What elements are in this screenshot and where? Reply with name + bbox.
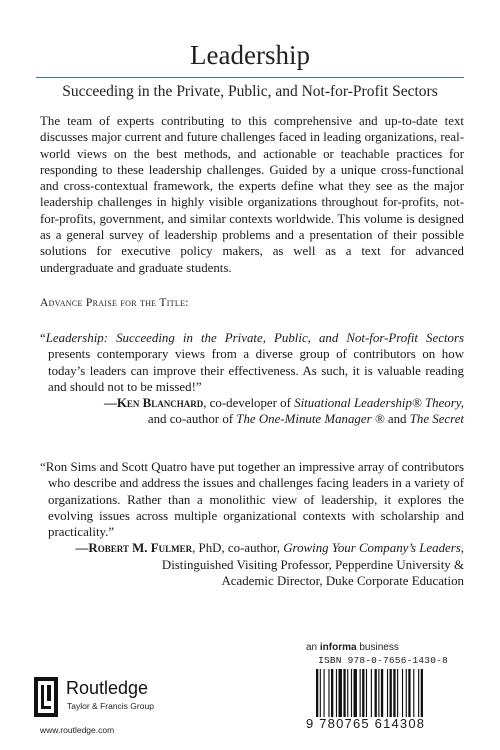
quote-1-attribution-line-2: and co-author of The One-Minute Manager ® and The Secret [147, 412, 464, 427]
book-title: Leadership [190, 40, 310, 70]
quote-2-author: —Robert M. Fulmer [75, 541, 193, 556]
praise-quote-2 [40, 459, 464, 589]
quote-1-book-title: Leadership: Succeeding in the Private, Public, and Not-for-Profit Sectors [45, 331, 464, 345]
barcode-number: 9 780765 614308 [306, 716, 426, 731]
description-text: The team of experts contributing to this comprehensive and up-to-date text discusses major current and future challenges faced in leading organizations, real-world views on the best methods, and actionable or teachable practices for responding to these leadership challenges. Guided by a unique cross-functional and cross-contextual framework, the experts define what they see as the major leadership challenges in highly visible organizations throughout for-profits, not-for-profits, government, and similar contexts worldwide. This volume is designed as a general survey of leadership problems and a presentation of their possible solutions for executive policy makers, as well as a text for advanced undergraduate and graduate students. [40, 114, 464, 275]
publisher-name: Routledge [66, 678, 149, 698]
informa-business-mark: an informa business [306, 642, 399, 653]
book-description [40, 113, 464, 276]
praise-quote-1 [40, 330, 464, 428]
quote-1-attribution: —Ken Blanchard, co-developer of Situational Leadership® Theory, [103, 396, 464, 411]
routledge-mark-icon [34, 677, 58, 717]
title-divider [36, 77, 464, 78]
book-subtitle: Succeeding in the Private, Public, and Not-for-Profit Sectors [62, 83, 438, 100]
quote-2-attribution: —Robert M. Fulmer, PhD, co-author, Growing Your Company’s Leaders, [75, 541, 464, 556]
routledge-logo [34, 677, 214, 721]
barcode-icon [316, 669, 460, 717]
quote-2-attribution-line-2: Distinguished Visiting Professor, Pepperdine University & [161, 557, 464, 572]
praise-heading: Advance Praise for the Title: [40, 297, 189, 309]
isbn-label: ISBN 978-0-7656-1430-8 [318, 655, 448, 666]
publisher-group: Taylor & Francis Group [67, 701, 154, 711]
publisher-url: www.routledge.com [40, 725, 115, 735]
quote-2-text: “Ron Sims and Scott Quatro have put together an impressive array of contributors who describe and address the issues and challenges facing leaders in a variety of organizations. Rather than a monolithic view of leadership, it explores the evolving issues across multiple organizational contexts with scholarship and practicality.” [40, 460, 464, 540]
quote-1-author: —Ken Blanchard [103, 396, 204, 411]
quote-1-text: “Leadership: Succeeding in the Private, Public, and Not-for-Profit Sectors presents contemporary views from a diverse group of contributors on how today’s leaders can improve their effectiveness. As such, it is valuable reading and should not to be missed!” [40, 331, 464, 394]
quote-2-attribution-line-3: Academic Director, Duke Corporate Education [221, 574, 464, 589]
